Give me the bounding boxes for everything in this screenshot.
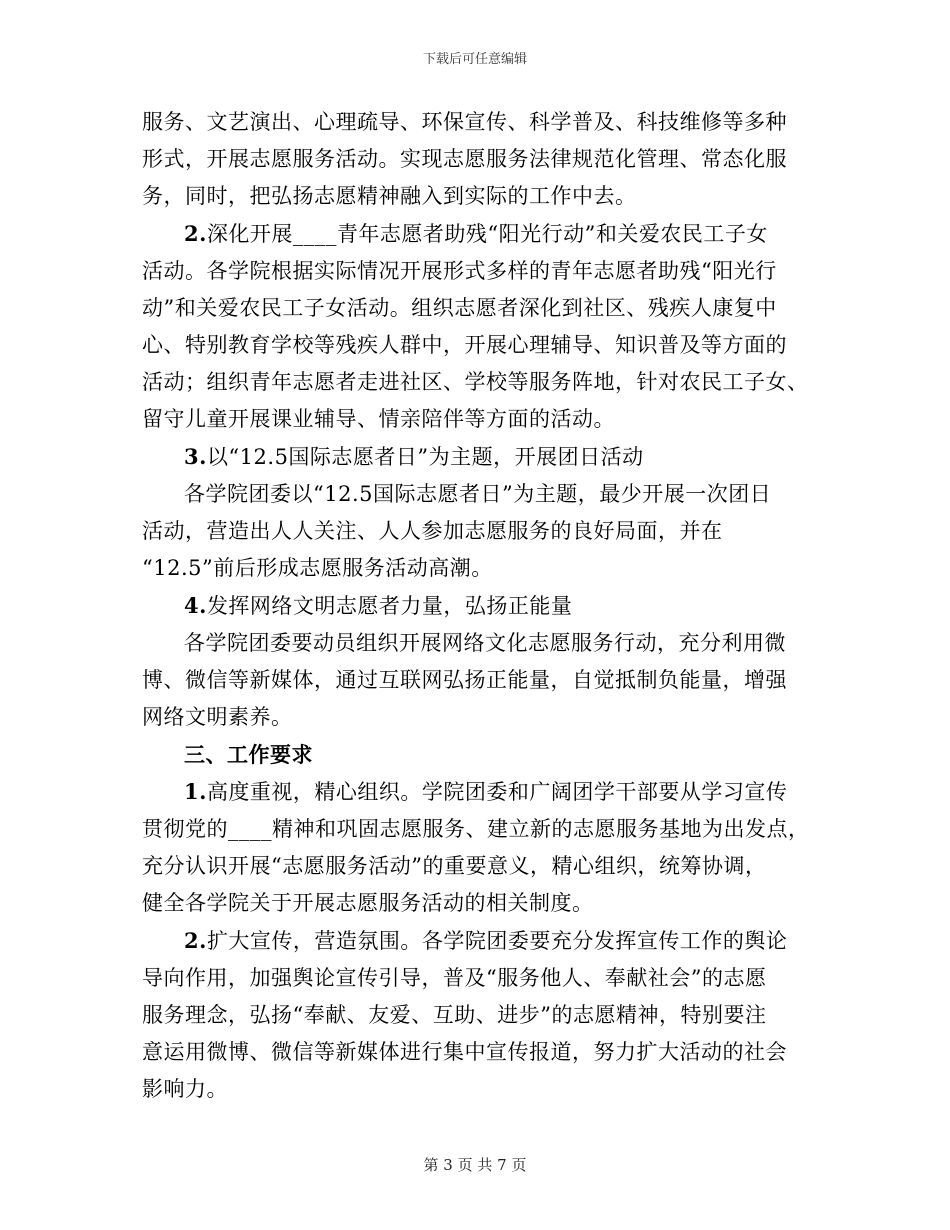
document-body bbox=[142, 104, 812, 1108]
paragraph-services bbox=[142, 104, 812, 215]
paragraph-text: 各学院团委要动员组织开展网络文化志愿服务行动，充分利用微 博、微信等新媒体，通过互联网弘扬正能量，自觉抵制负能量，增强 网络文明素养。 bbox=[142, 631, 787, 729]
paragraph-req-1 bbox=[142, 773, 812, 922]
paragraph-item-2-sunshine bbox=[142, 215, 812, 438]
paragraph-text: 以“12.5国际志愿者日”为主题，开展团日活动 bbox=[206, 445, 644, 469]
paragraph-text: 各学院团委以“12.5国际志愿者日”为主题，最少开展一次团日 活动，营造出人人关注、人人参加志愿服务的良好局面，并在 “12.5”前后形成志愿服务活动高潮。 bbox=[142, 482, 772, 580]
section-heading-requirements bbox=[142, 736, 812, 773]
page-footer: 第 3 页 共 7 页 bbox=[423, 1156, 527, 1174]
paragraph-text: 深化开展____青年志愿者助残“阳光行动”和关爱农民工子女 活动。各学院根据实际情况开展形式多样的青年志愿者助残“阳光行 动”和关爱农民工子女活动。组织志愿者深化到社区、残疾人康复中 心、特别教育学校等残疾人群中，开展心理辅导、知识普及等方面的 活动；组织青年志愿者走进社区、学校等服务阵地，针对农民工子女、 留守儿童开展课业辅导、情亲陪伴等方面的活动。 bbox=[142, 222, 809, 431]
paragraph-text: 高度重视，精心组织。学院团委和广阔团学干部要从学习宣传 贯彻党的____精神和巩固志愿服务、建立新的志愿服务基地为出发点， 充分认识开展“志愿服务活动”的重要意义，精心组织，统筹协调， 健全各学院关于开展志愿服务活动的相关制度。 bbox=[142, 780, 810, 915]
paragraph-req-2 bbox=[142, 922, 812, 1108]
item-number: 1. bbox=[184, 779, 207, 804]
paragraph-volunteer-day bbox=[142, 476, 812, 587]
paragraph-text: 扩大宣传，营造氛围。各学院团委要充分发挥宣传工作的舆论 导向作用，加强舆论宣传引导，普及“服务他人、奉献社会”的志愿 服务理念，弘扬“奉献、友爱、互助、进步”的志愿精神，特别要注 意运用微博、微信等新媒体进行集中宣传报道，努力扩大活动的社会 影响力。 bbox=[142, 929, 788, 1101]
paragraph-network bbox=[142, 625, 812, 736]
item-number: 3. bbox=[184, 444, 207, 469]
page-header: 下载后可任意编辑 bbox=[422, 52, 527, 67]
paragraph-item-3-heading bbox=[142, 438, 812, 476]
paragraph-item-4-heading bbox=[142, 587, 812, 625]
paragraph-text: 服务、文艺演出、心理疏导、环保宣传、科学普及、科技维修等多种 形式，开展志愿服务活动。实现志愿服务法律规范化管理、常态化服 务，同时，把弘扬志愿精神融入到实际的工作中去。 bbox=[142, 110, 787, 208]
item-number: 2. bbox=[184, 221, 207, 246]
item-number: 2. bbox=[184, 928, 207, 953]
item-number: 4. bbox=[184, 593, 207, 618]
section-heading-text: 三、工作要求 bbox=[184, 742, 313, 767]
paragraph-text: 发挥网络文明志愿者力量，弘扬正能量 bbox=[206, 594, 573, 618]
